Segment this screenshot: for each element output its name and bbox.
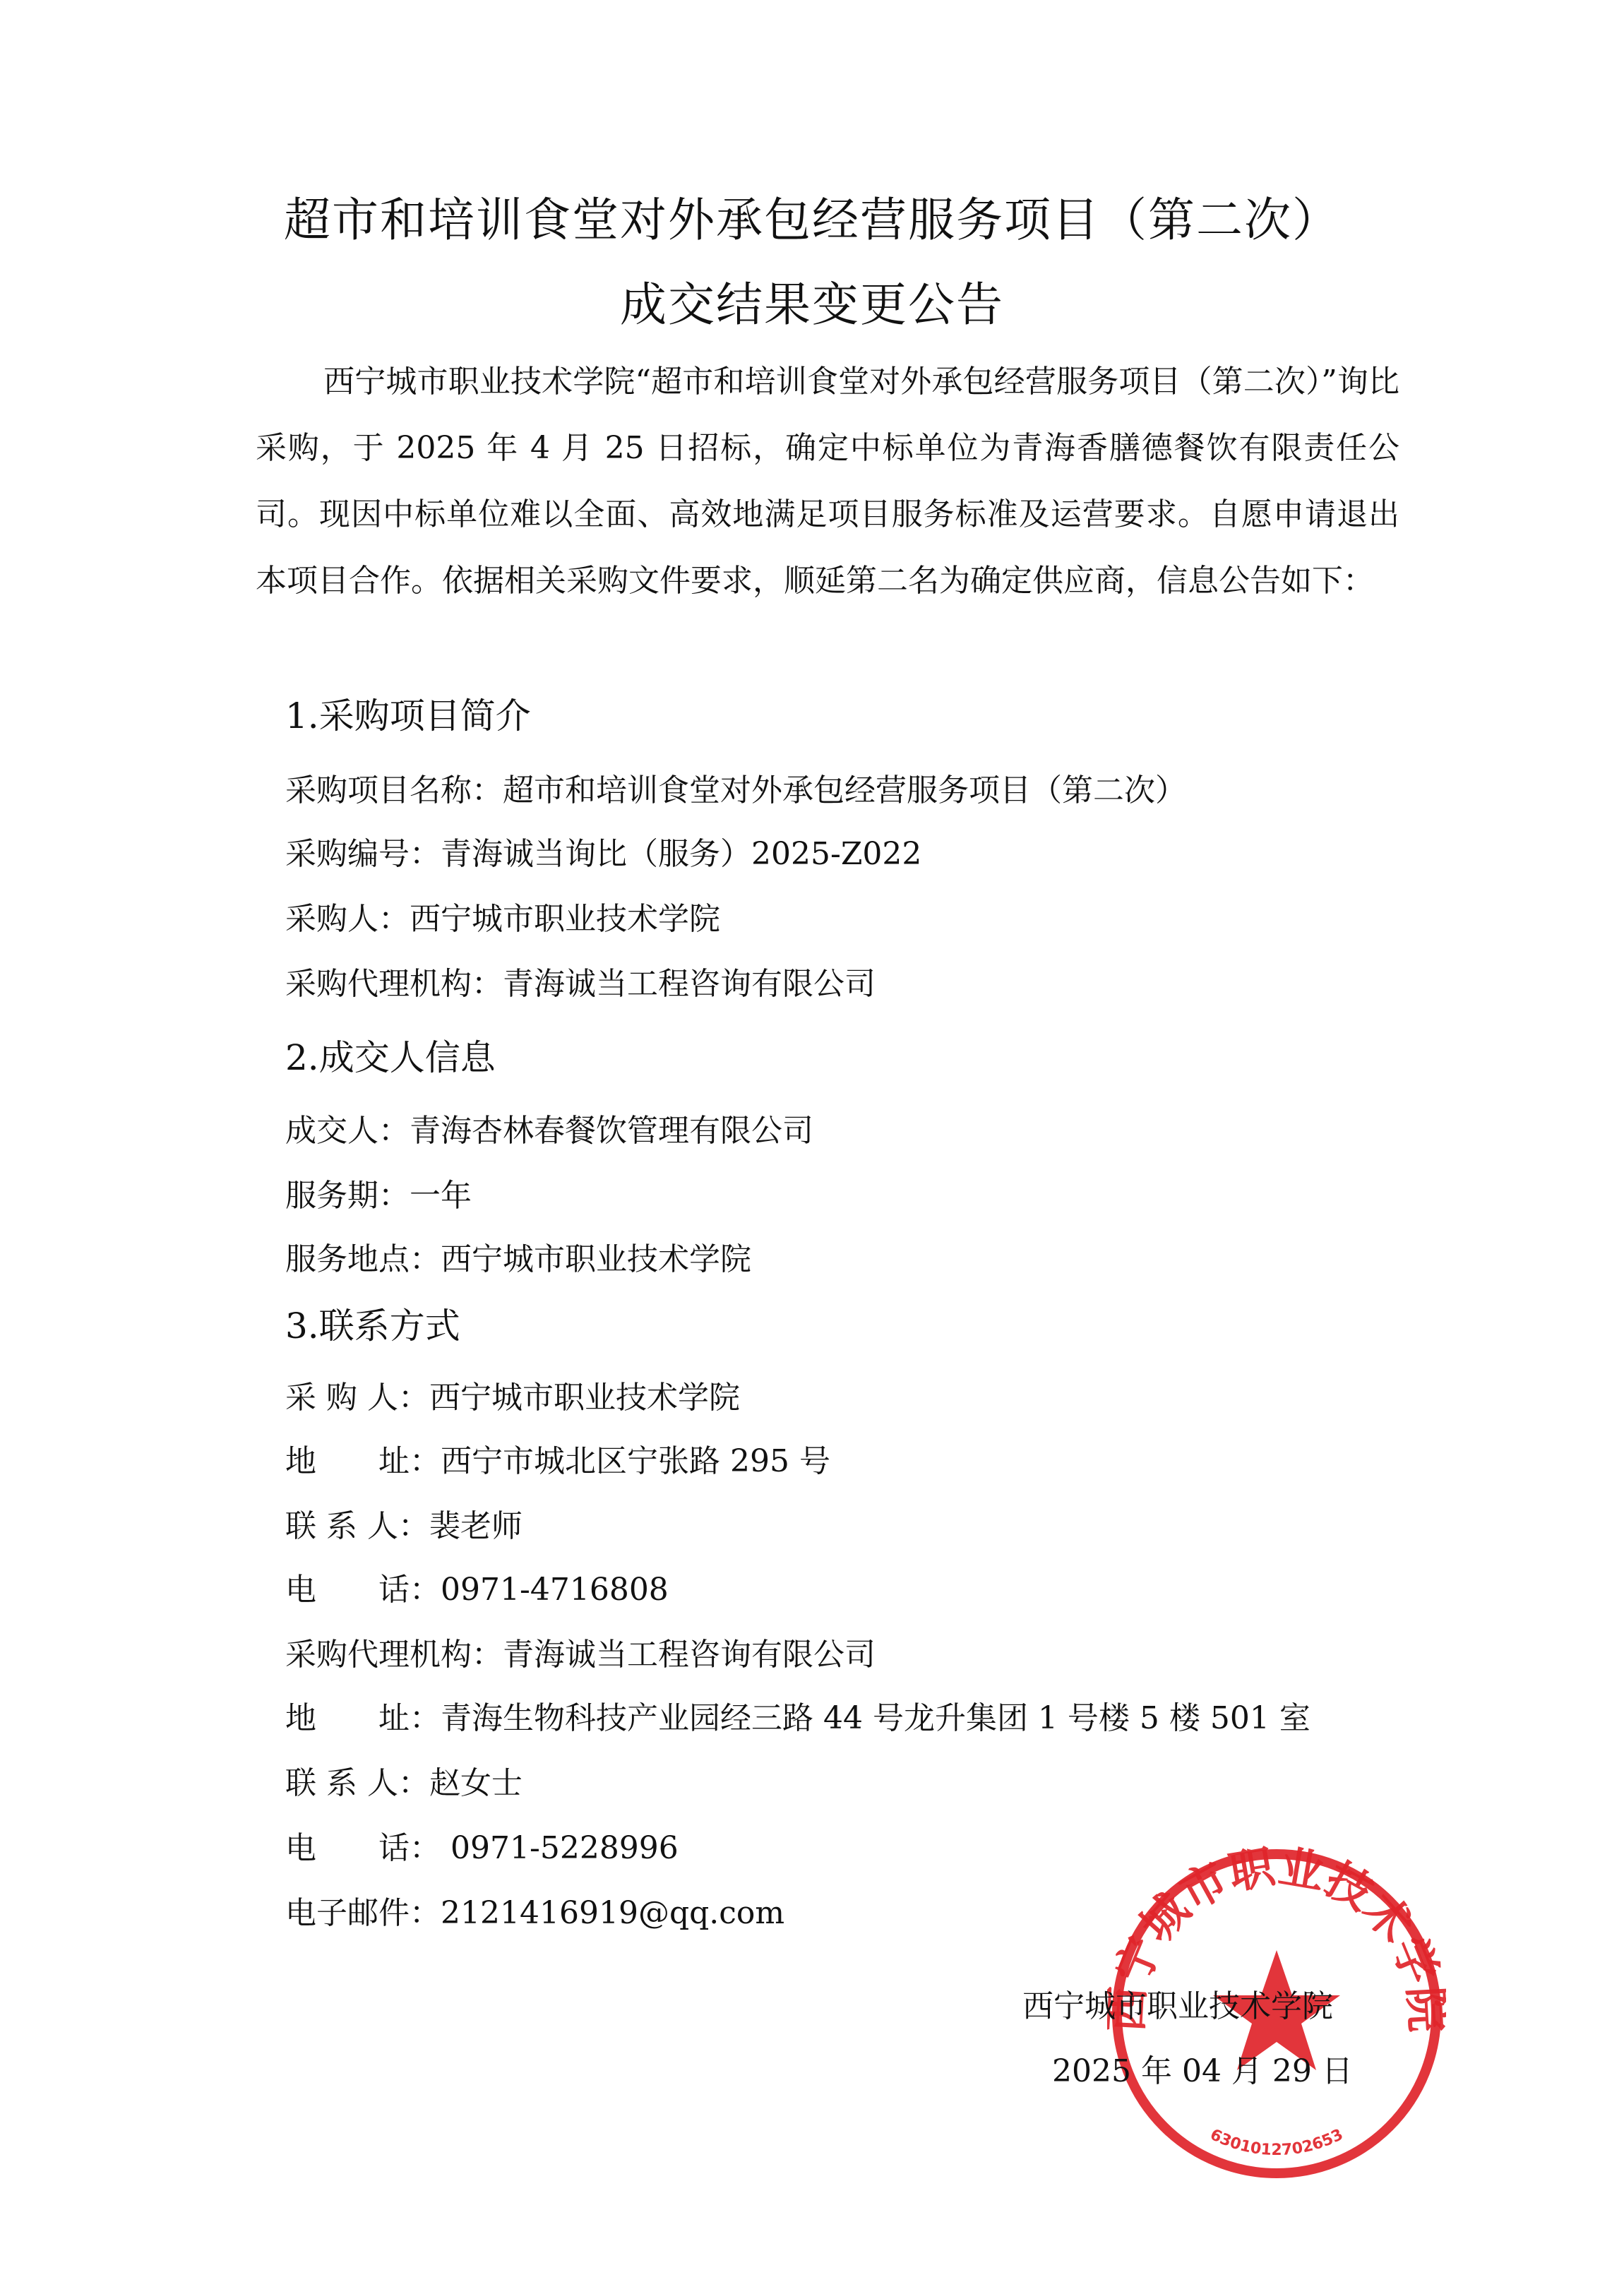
agency-contact-row bbox=[285, 1762, 523, 1805]
signature-org: 西宁城市职业技术学院 bbox=[1022, 1988, 1333, 2024]
contact-purchaser-row bbox=[285, 1377, 740, 1419]
winner-line: 成交人：青海杏林春餐饮管理有限公司 bbox=[285, 1113, 813, 1149]
contact-purchaser-label: 采 购 人： bbox=[285, 1380, 429, 1416]
purchaser-phone-label: 电 话： bbox=[285, 1572, 441, 1608]
agency-phone-value: 0971-5228996 bbox=[441, 1830, 679, 1866]
service-location-line: 服务地点：西宁城市职业技术学院 bbox=[285, 1241, 751, 1277]
purchaser-line: 采购人：西宁城市职业技术学院 bbox=[285, 901, 720, 937]
purchaser-phone-row bbox=[285, 1569, 669, 1611]
purchaser-address-value: 西宁市城北区宁张路 295 号 bbox=[441, 1443, 830, 1479]
agency-contact-label: 联 系 人： bbox=[285, 1765, 429, 1801]
purchaser-contact-row bbox=[285, 1505, 523, 1548]
intro-paragraph bbox=[256, 349, 1399, 614]
project-name-line: 采购项目名称：超市和培训食堂对外承包经营服务项目（第二次） bbox=[285, 772, 1186, 808]
section2-heading: 2.成交人信息 bbox=[285, 1037, 496, 1078]
contact-purchaser-value: 西宁城市职业技术学院 bbox=[429, 1380, 740, 1416]
section3-heading: 3.联系方式 bbox=[285, 1306, 460, 1346]
email-row bbox=[285, 1892, 784, 1935]
intro-text: 西宁城市职业技术学院“超市和培训食堂对外承包经营服务项目（第二次）”询比采购，于 2025 年 4 月 25 日招标，确定中标单位为青海香膳德餐饮有限责任公司。现因中标单位难以全面、高效地满足项目服务标准及运营要求。自愿申请退出本项目合作。依据相关采购文件要求，顺延第二名为确定供应商，信息公告如下： bbox=[256, 364, 1399, 599]
contact-agency-line: 采购代理机构：青海诚当工程咨询有限公司 bbox=[285, 1637, 876, 1673]
agency-phone-row bbox=[285, 1827, 679, 1870]
agency-line: 采购代理机构：青海诚当工程咨询有限公司 bbox=[285, 966, 876, 1002]
agency-address-label: 地 址： bbox=[285, 1700, 441, 1736]
agency-address-row bbox=[285, 1697, 1310, 1740]
email-label: 电子邮件： bbox=[285, 1895, 441, 1931]
agency-contact-value: 赵女士 bbox=[429, 1765, 523, 1801]
agency-phone-label: 电 话： bbox=[285, 1830, 441, 1866]
document-title-line1: 超市和培训食堂对外承包经营服务项目（第二次） bbox=[284, 193, 1340, 247]
email-value: 2121416919@qq.com bbox=[441, 1895, 785, 1931]
project-code-line: 采购编号：青海诚当询比（服务）2025-Z022 bbox=[285, 836, 922, 872]
section1-heading: 1.采购项目简介 bbox=[285, 695, 531, 736]
seal-code-path: 6301012702653 bbox=[1207, 2125, 1347, 2159]
purchaser-contact-label: 联 系 人： bbox=[285, 1508, 429, 1544]
seal-code-text bbox=[1207, 2126, 1347, 2159]
agency-address-value: 青海生物科技产业园经三路 44 号龙升集团 1 号楼 5 楼 501 室 bbox=[441, 1700, 1310, 1736]
purchaser-address-label: 地 址： bbox=[285, 1443, 441, 1479]
purchaser-address-row bbox=[285, 1440, 830, 1483]
document-title-line2: 成交结果变更公告 bbox=[620, 277, 1004, 332]
purchaser-phone-value: 0971-4716808 bbox=[441, 1572, 669, 1608]
purchaser-contact-value: 裴老师 bbox=[429, 1508, 523, 1544]
signature-date: 2025 年 04 月 29 日 bbox=[1052, 2053, 1353, 2089]
seal-text-path: 宁城市职业技术学 bbox=[1107, 1844, 1446, 1992]
service-period-line: 服务期：一年 bbox=[285, 1178, 472, 1214]
